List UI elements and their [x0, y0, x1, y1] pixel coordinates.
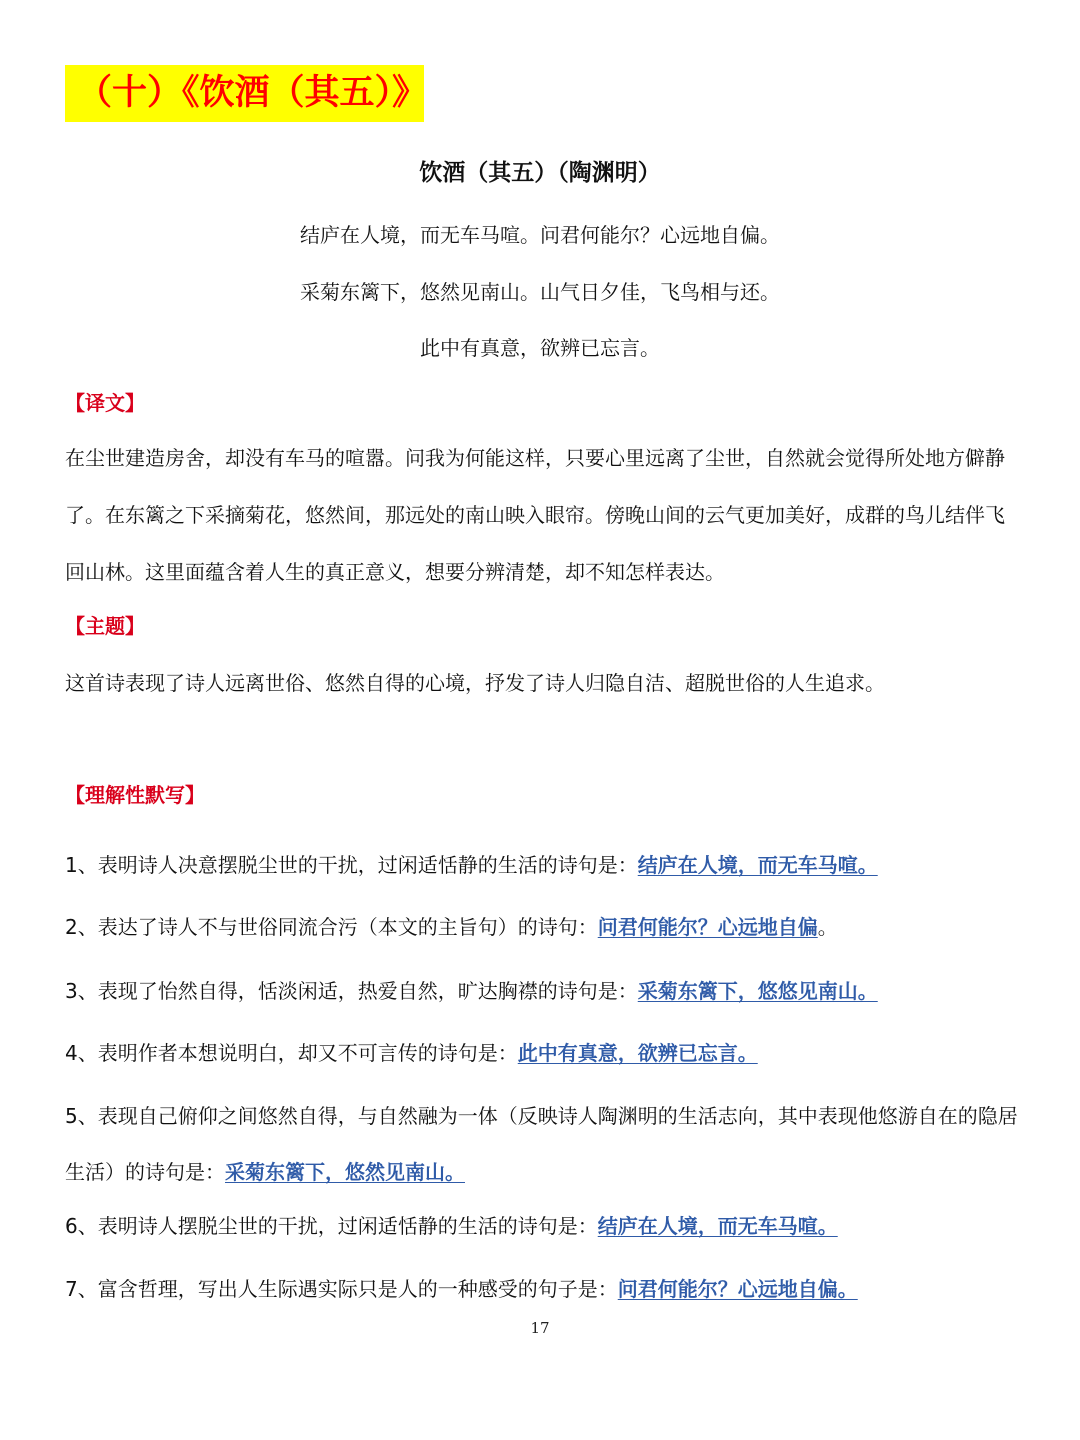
answer-text: 此中有真意，欲辨已忘言。: [517, 1041, 758, 1065]
poem-title: 饮酒（其五）（陶渊明）: [419, 160, 661, 186]
answer-text: 采菊东篱下，悠悠见南山。: [637, 979, 878, 1003]
question-text: 3、表现了怡然自得，恬淡闲适，热爱自然，旷达胸襟的诗句是：: [65, 979, 638, 1003]
question-text: 7、富含哲理，写出人生际遇实际只是人的一种感受的句子是：: [65, 1277, 618, 1301]
poem-line: 采菊东篱下，悠然见南山。山气日夕佳，飞鸟相与还。: [300, 280, 780, 304]
question-text: 6、表明诗人摆脱尘世的干扰，过闲适恬静的生活的诗句是：: [65, 1214, 598, 1238]
dictation-item-7: [65, 1274, 1025, 1304]
poem-line: 结庐在人境，而无车马喧。问君何能尔？心远地自偏。: [300, 223, 780, 247]
answer-tail: 。: [817, 915, 838, 939]
dictation-item-6: [65, 1211, 1025, 1241]
theme-label: 【主题】: [65, 614, 145, 638]
answer-text: 问君何能尔？心远地自偏。: [617, 1277, 858, 1301]
dictation-item-5: [65, 1088, 1025, 1200]
dictation-item-1: [65, 850, 1025, 880]
chapter-title: （十）《饮酒（其五）》: [65, 65, 424, 122]
answer-text: 问君何能尔？心远地自偏: [597, 915, 818, 939]
poem-line: 此中有真意，欲辨已忘言。: [420, 336, 660, 360]
translation-text: 在尘世建造房舍，却没有车马的喧嚣。问我为何能这样，只要心里远离了尘世，自然就会觉得所处地方僻静了。在东篱之下采摘菊花，悠然间，那远处的南山映入眼帘。傍晚山间的云气更加美好，成群的鸟儿结伴飞回山林。这里面蕴含着人生的真正意义，想要分辨清楚，却不知怎样表达。: [65, 446, 1005, 584]
question-text: 1、表明诗人决意摆脱尘世的干扰，过闲适恬静的生活的诗句是：: [65, 853, 638, 877]
question-text: 5、表现自己俯仰之间悠然自得，与自然融为一体（反映诗人陶渊明的生活志向，其中表现他悠游自在的隐居生活）的诗句是：: [65, 1104, 1018, 1184]
answer-text: 结庐在人境，而无车马喧。: [597, 1214, 838, 1238]
dictation-label: 【理解性默写】: [65, 783, 205, 807]
translation-label: 【译文】: [65, 391, 145, 415]
answer-text: 采菊东篱下，悠然见南山。: [225, 1160, 465, 1184]
question-text: 4、表明作者本想说明白，却又不可言传的诗句是：: [65, 1041, 518, 1065]
theme-text: 这首诗表现了诗人远离世俗、悠然自得的心境，抒发了诗人归隐自洁、超脱世俗的人生追求。: [65, 671, 885, 695]
answer-text: 结庐在人境，而无车马喧。: [637, 853, 878, 877]
dictation-item-4: [65, 1038, 1025, 1068]
question-text: 2、表达了诗人不与世俗同流合污（本文的主旨句）的诗句：: [65, 915, 598, 939]
dictation-item-2: [65, 912, 1025, 942]
page-number: 17: [530, 1319, 550, 1337]
dictation-item-3: [65, 976, 1025, 1006]
